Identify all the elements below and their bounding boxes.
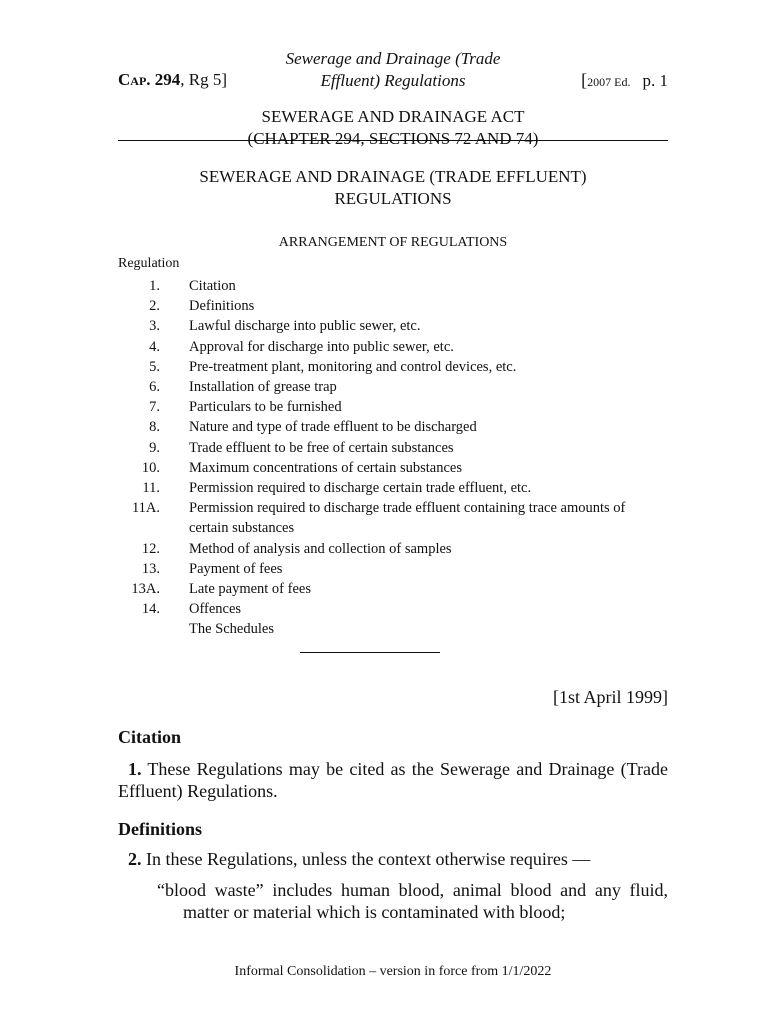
toc-number: 1. xyxy=(149,278,160,294)
toc-schedules: The Schedules xyxy=(189,621,274,638)
toc-title: Installation of grease trap xyxy=(189,379,337,396)
toc-row xyxy=(118,417,668,437)
running-header xyxy=(118,48,668,94)
definitions-number: 2. xyxy=(128,849,142,869)
toc-row xyxy=(118,539,668,559)
toc-number: 12. xyxy=(141,540,160,557)
toc-row xyxy=(118,316,668,336)
toc-title: Definitions xyxy=(189,298,255,315)
citation-text: These Regulations may be cited as the Sewerage and Drainage (Trade Effluent) Regulations. xyxy=(118,759,668,801)
citation-number: 1. xyxy=(128,759,142,779)
toc-number: 9. xyxy=(149,439,160,456)
toc-title: Citation xyxy=(189,278,236,294)
toc-row xyxy=(118,357,668,377)
toc-row xyxy=(118,579,668,599)
toc-row xyxy=(118,599,668,619)
toc-title: Approval for discharge into public sewer, etc. xyxy=(189,338,454,355)
toc-row xyxy=(118,559,668,579)
regulations-title-line1: SEWERAGE AND DRAINAGE (TRADE EFFLUENT) xyxy=(199,167,587,186)
running-title xyxy=(258,48,528,92)
toc-title: Late payment of fees xyxy=(189,581,311,598)
definitions-intro: In these Regulations, unless the context otherwise requires — xyxy=(146,849,591,869)
toc-number: 8. xyxy=(149,419,160,436)
act-title-line1: SEWERAGE AND DRAINAGE ACT xyxy=(261,107,525,126)
edition-page xyxy=(581,70,668,91)
act-title-line2: (CHAPTER 294, SECTIONS 72 AND 74) xyxy=(247,129,539,148)
toc-title: Permission required to discharge certain trade effluent, etc. xyxy=(189,480,532,497)
regulations-title xyxy=(118,166,668,210)
toc-row xyxy=(118,296,668,316)
toc-number: 10. xyxy=(141,459,160,476)
toc-title: Maximum concentrations of certain substances xyxy=(189,459,463,476)
commencement-date: [1st April 1999] xyxy=(553,687,668,707)
toc-number: 7. xyxy=(149,399,160,416)
edition-bracket: [ xyxy=(581,70,588,90)
toc-row xyxy=(118,458,668,478)
edition-label: 2007 Ed. xyxy=(587,75,631,89)
toc-number: 6. xyxy=(149,379,160,396)
definitions-heading: Definitions xyxy=(118,819,203,839)
document-page xyxy=(118,0,668,1024)
toc-row xyxy=(118,498,668,538)
arrangement-heading: ARRANGEMENT OF REGULATIONS xyxy=(278,235,508,250)
toc-number: 5. xyxy=(149,358,160,375)
chapter-reference xyxy=(118,70,227,90)
toc-title: Trade effluent to be free of certain substances xyxy=(189,439,454,456)
toc-title: Payment of fees xyxy=(189,560,283,577)
citation-paragraph xyxy=(118,758,668,802)
running-title-line1: Sewerage and Drainage (Trade xyxy=(285,49,501,68)
toc-number: 4. xyxy=(149,338,160,355)
toc-title: Pre-treatment plant, monitoring and control devices, etc. xyxy=(189,358,517,375)
toc-row xyxy=(118,276,668,296)
toc-number: 14. xyxy=(141,601,160,618)
running-title-line2: Effluent) Regulations xyxy=(320,71,466,90)
regulation-column-label: Regulation xyxy=(118,256,180,271)
toc-number: 13. xyxy=(141,560,160,577)
toc-title: Permission required to discharge trade effluent containing trace amounts of certain substances xyxy=(189,500,626,537)
section-divider xyxy=(300,652,440,653)
toc-row xyxy=(118,377,668,397)
definition-blood-waste: “blood waste” includes human blood, animal blood and any fluid, matter or material which is contaminated with blood; xyxy=(157,880,668,922)
toc-row xyxy=(118,337,668,357)
page-number: p. 1 xyxy=(642,71,668,90)
toc-title: Method of analysis and collection of samples xyxy=(189,540,452,557)
footer-consolidation-note: Informal Consolidation – version in force from 1/1/2022 xyxy=(234,964,552,979)
table-of-contents xyxy=(118,276,668,640)
toc-title: Nature and type of trade effluent to be discharged xyxy=(189,419,477,436)
cap-number: 294 xyxy=(154,70,181,89)
cap-label: Cap. xyxy=(118,70,151,89)
toc-row xyxy=(118,397,668,417)
citation-heading: Citation xyxy=(118,727,181,747)
toc-number: 11. xyxy=(142,480,160,497)
toc-number: 13A. xyxy=(131,581,160,598)
act-title xyxy=(118,106,668,150)
toc-number: 11A. xyxy=(131,500,160,517)
toc-row xyxy=(118,438,668,458)
regulations-title-line2: REGULATIONS xyxy=(334,189,452,208)
cap-regulation: , Rg 5] xyxy=(180,70,228,89)
toc-title: Offences xyxy=(189,601,242,618)
toc-number: 2. xyxy=(149,298,160,315)
definitions-intro-paragraph xyxy=(128,849,590,870)
toc-title: Lawful discharge into public sewer, etc. xyxy=(189,318,421,335)
toc-number: 3. xyxy=(149,318,160,335)
toc-title: Particulars to be furnished xyxy=(189,399,342,416)
toc-row xyxy=(118,478,668,498)
